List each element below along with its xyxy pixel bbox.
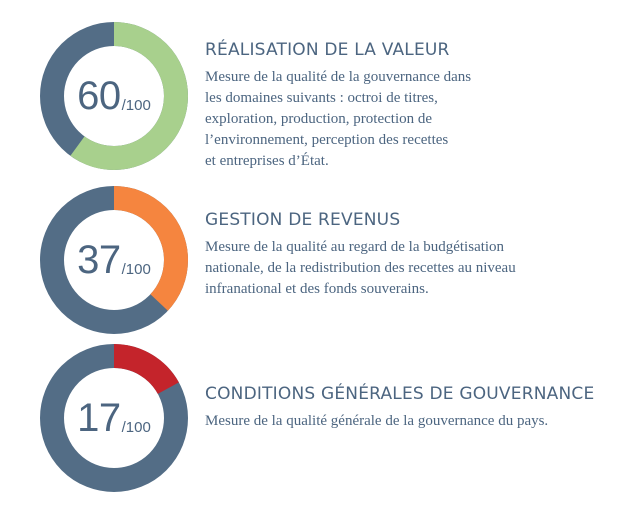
description-line: les domaines suivants : octroi de titres,	[205, 90, 438, 107]
donut-chart	[40, 186, 188, 334]
description-line: l’environnement, perception des recettes	[205, 132, 449, 149]
description-line: infranational et des fonds souverains.	[205, 281, 429, 298]
score-denominator: /100	[121, 96, 151, 114]
description-line: nationale, de la redistribution des recettes au niveau	[205, 260, 516, 277]
section-heading: RÉALISATION DE LA VALEUR	[205, 40, 450, 60]
description-line: Mesure de la qualité au regard de la budgétisation	[205, 239, 505, 256]
score-label	[40, 186, 188, 334]
score-label	[40, 344, 188, 492]
section-description	[205, 411, 625, 432]
score-denominator: /100	[121, 260, 151, 278]
section-heading: CONDITIONS GÉNÉRALES DE GOUVERNANCE	[205, 384, 595, 404]
section-description	[205, 67, 625, 172]
score-label	[40, 22, 188, 170]
description-line: et entreprises d’État.	[205, 153, 329, 170]
donut-chart	[40, 22, 188, 170]
score-text	[205, 210, 625, 300]
score-text	[205, 384, 625, 432]
score-value: 17	[77, 396, 121, 440]
score-value: 37	[77, 238, 121, 282]
score-text	[205, 40, 625, 172]
description-line: Mesure de la qualité de la gouvernance dans	[205, 69, 472, 86]
score-value: 60	[77, 74, 121, 118]
score-denominator: /100	[121, 418, 151, 436]
donut-chart	[40, 344, 188, 492]
section-description	[205, 237, 625, 300]
description-line: Mesure de la qualité générale de la gouvernance du pays.	[205, 413, 549, 430]
description-line: exploration, production, protection de	[205, 111, 433, 128]
section-heading: GESTION DE REVENUS	[205, 210, 401, 230]
